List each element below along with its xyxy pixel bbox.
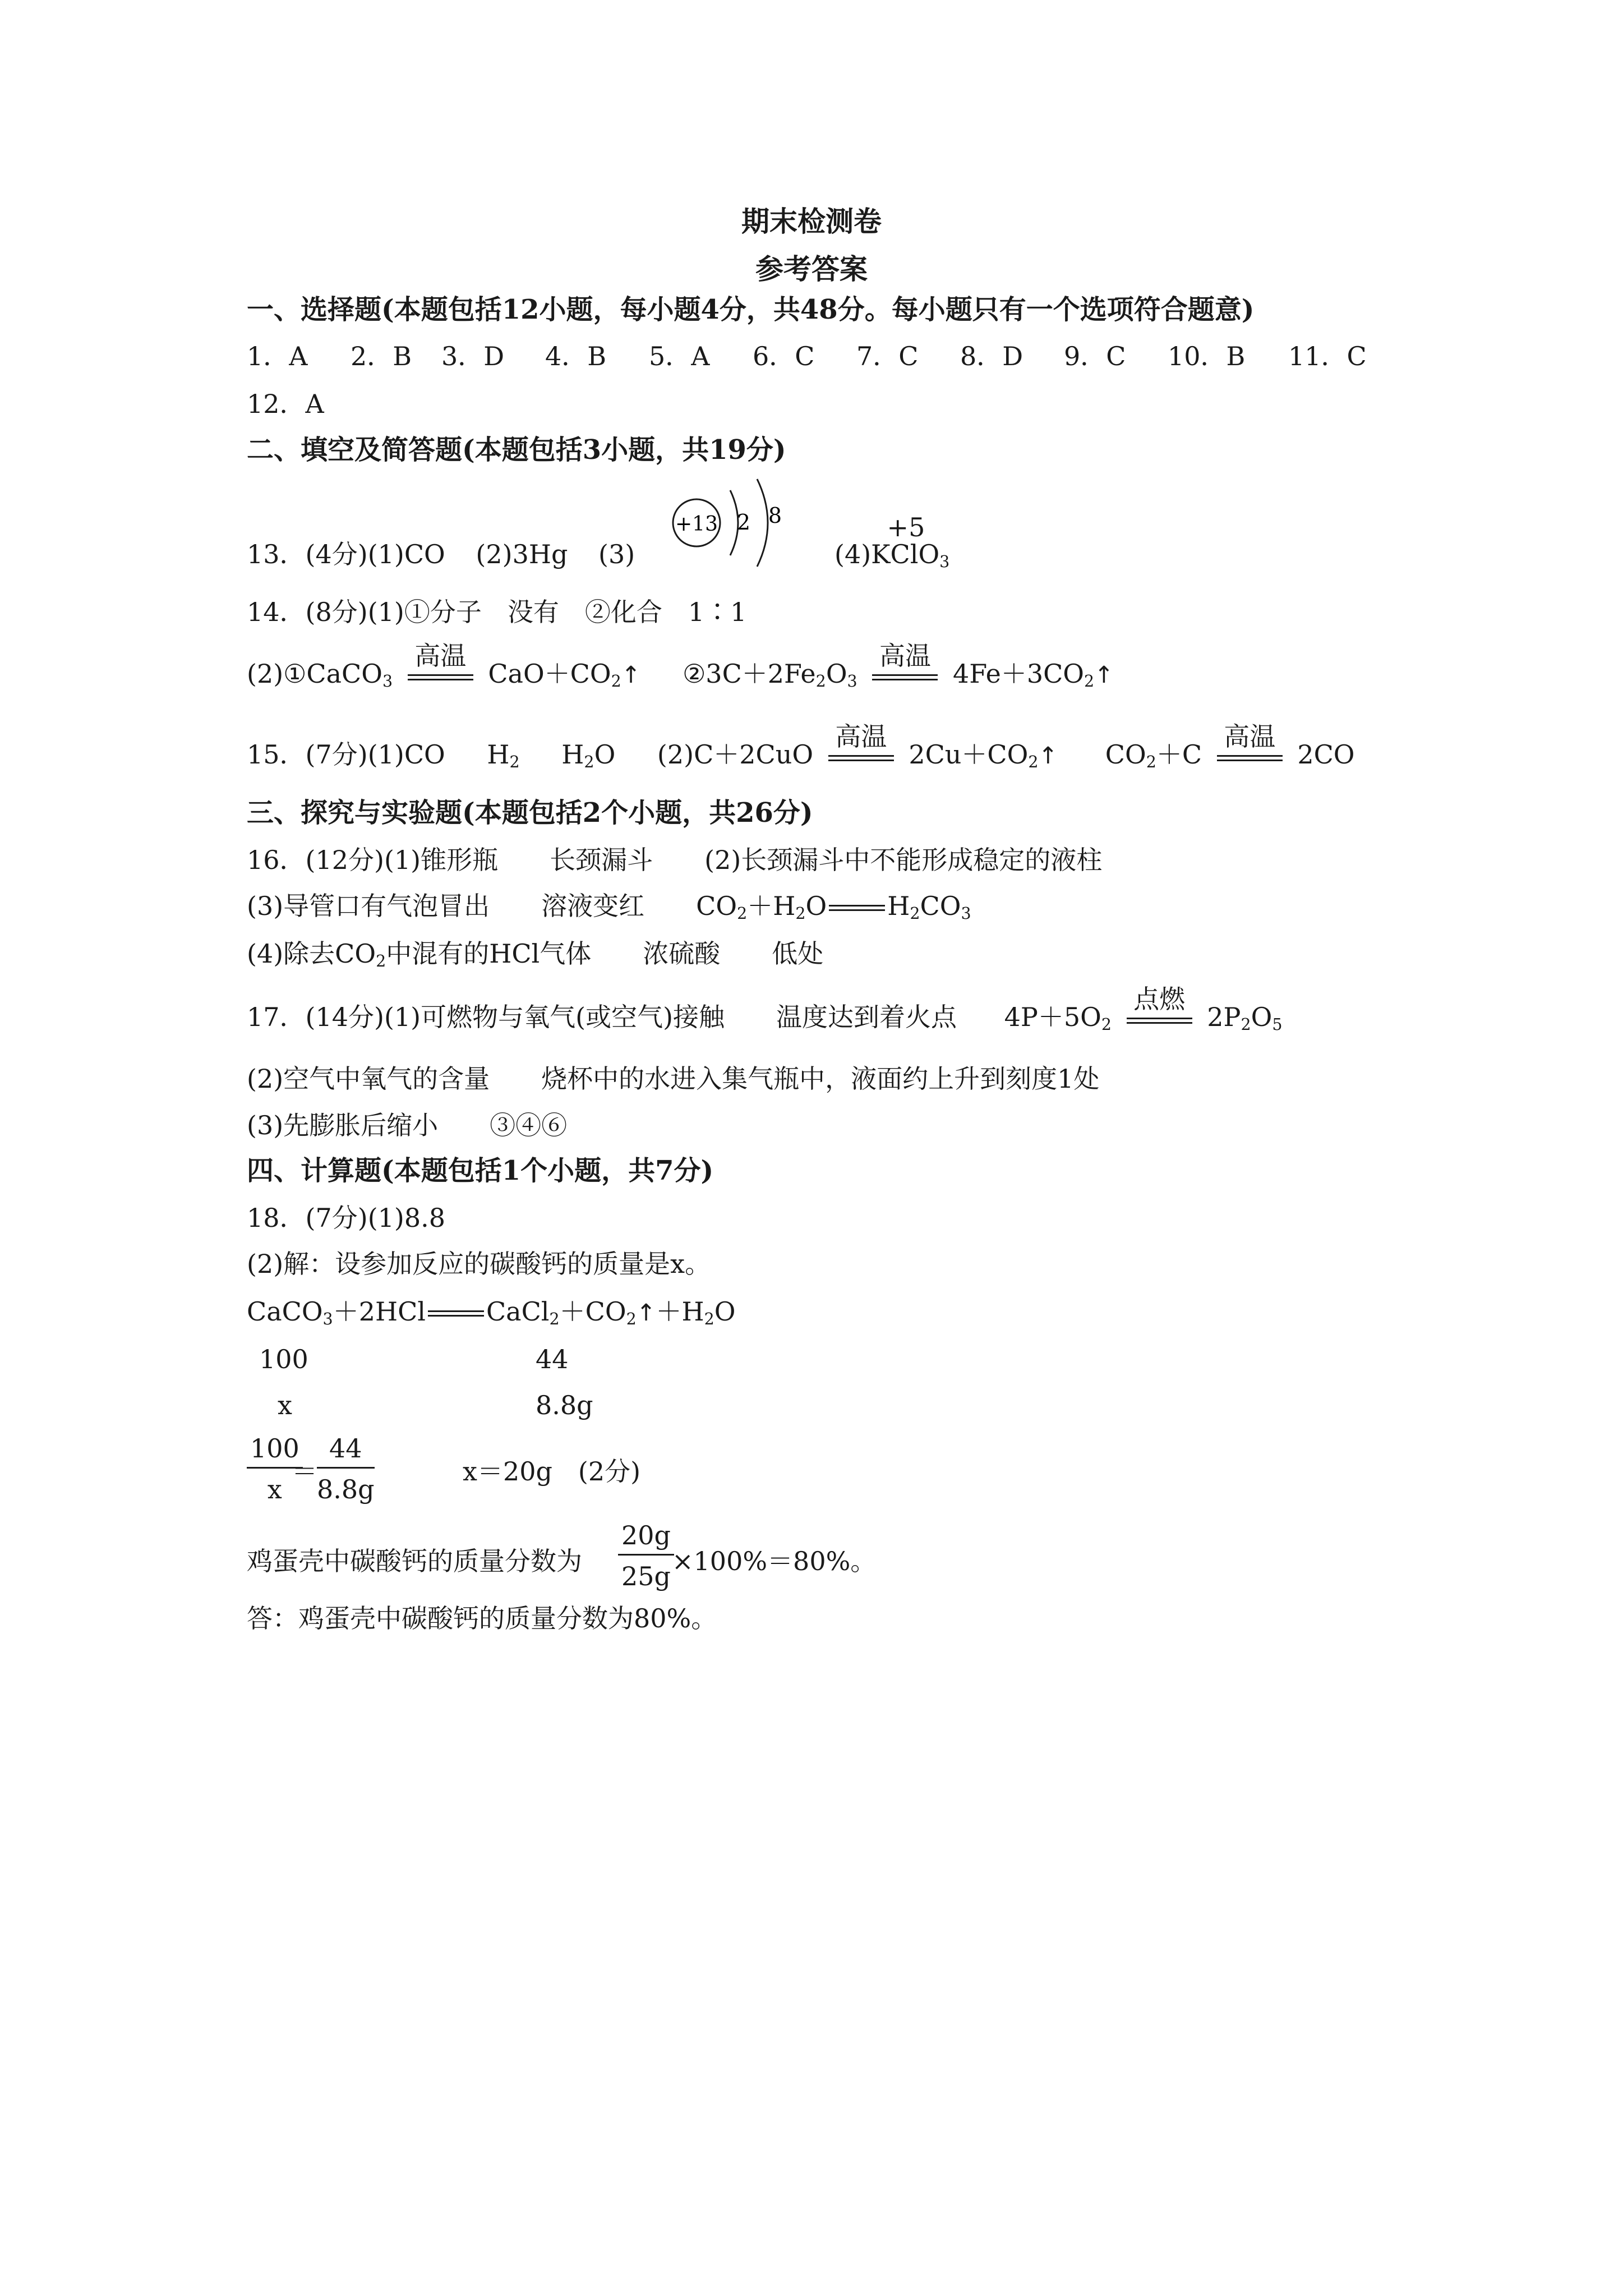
nucleus-charge: +13 <box>675 513 718 536</box>
equals-sign <box>428 1305 484 1322</box>
q16-line-1: 16．(12分)(1)锥形瓶 长颈漏斗 (2)长颈漏斗中不能形成稳定的液柱 <box>247 845 1103 875</box>
mc-answer-2: 2．B <box>351 341 412 371</box>
mc-answer-10: 10．B <box>1168 341 1246 371</box>
final-answer: 答：鸡蛋壳中碳酸钙的质量分数为80%。 <box>247 1603 717 1634</box>
mc-answer-6: 6．C <box>753 341 815 371</box>
reaction-condition-2: 高温 <box>870 663 940 689</box>
reaction-condition-3: 高温 <box>826 744 896 770</box>
reaction-condition-1: 高温 <box>405 663 476 689</box>
q18-line-1: 18．(7分)(1)8.8 <box>247 1203 446 1233</box>
chlorine-with-valence: Cl +5 <box>887 512 925 569</box>
q15-line: 15．(7分)(1)CO $H_2$ $H_2O$ (2)C＋2CuO 高温 $2Cu+CO_2↑$ $CO_2+C$ 高温 2CO <box>247 721 1355 772</box>
q13-line <box>247 541 635 567</box>
shell-1-electrons: 2 <box>736 510 751 535</box>
section-2-heading: 二、填空及简答题(本题包括3小题，共19分) <box>247 434 786 466</box>
mc-answer-5: 5．A <box>649 341 710 371</box>
q18-equation: CaCO$_3$＋2HCl $CaCl_2+CO_2↑+H_2O$ <box>247 1296 736 1329</box>
electron-shell-2 <box>757 479 768 567</box>
result-x: x＝20g (2分) <box>463 1456 641 1487</box>
mc-answer-7: 7．C <box>856 341 919 371</box>
section-3-heading: 三、探究与实验题(本题包括2个小题，共26分) <box>247 797 813 829</box>
page-title: 期末检测卷 <box>741 205 882 238</box>
q13-part1: (1)CO <box>367 539 445 569</box>
mc-answer-11: 11．C <box>1288 341 1367 371</box>
q16-line-2: (3)导管口有气泡冒出 溶液变红 $CO_2+H_2O$ $H_2CO_3$ <box>247 891 971 923</box>
q13-part2: (2)3Hg <box>476 539 568 569</box>
q14-line-2: (2)①CaCO$_3$ 高温 $CaO+CO_2↑$ $②3C+2Fe_2O_3$ 高温 $4Fe+3CO_2↑$ <box>247 641 1114 691</box>
q17-line-2: (2)空气中氧气的含量 烧杯中的水进入集气瓶中，液面约上升到刻度1处 <box>247 1064 1100 1094</box>
given-mass: 8.8g <box>536 1390 593 1420</box>
q18-line-2: (2)解：设参加反应的碳酸钙的质量是x。 <box>247 1249 711 1279</box>
q17-line-1: 17．(14分)(1)可燃物与氧气(或空气)接触 温度达到着火点 $4P+5O_2$ 点燃 $2P_2O_5$ <box>247 984 1283 1034</box>
fraction-44-over-8-8g: $\frac{44}{8.8g}$ <box>317 1433 375 1504</box>
mass-fraction-line: 鸡蛋壳中碳酸钙的质量分数为 <box>247 1546 582 1576</box>
section-1-heading: 一、选择题(本题包括12小题，每小题4分，共48分。每小题只有一个选项符合题意) <box>247 294 1255 325</box>
q14-line-1: 14．(8分)(1)①分子 没有 ②化合 1∶1 <box>247 597 747 627</box>
reaction-condition-4: 高温 <box>1215 744 1285 770</box>
mc-answer-12: 12．A <box>247 389 324 419</box>
valence-label: +5 <box>887 512 925 542</box>
section-4-heading: 四、计算题(本题包括1个小题，共7分) <box>247 1155 714 1186</box>
page-subtitle: 参考答案 <box>755 252 868 286</box>
q13-number: 13．(4分) <box>247 539 368 569</box>
reaction-condition-5: 点燃 <box>1124 1006 1195 1032</box>
molar-mass-2: 44 <box>536 1344 569 1374</box>
mc-answer-8: 8．D <box>960 341 1023 371</box>
q17-line-3: (3)先膨胀后缩小 ③④⑥ <box>247 1110 568 1140</box>
unknown-x: x <box>278 1390 292 1420</box>
q16-line-3: (4)除去$CO_2$中混有的HCl气体 浓硫酸 低处 <box>247 938 824 971</box>
fraction-100-over-x: $\frac{100}{x}$ <box>247 1433 303 1504</box>
q13-part4: (4)KCl +5 $O_3$ <box>834 512 950 572</box>
shell-2-electrons: 8 <box>768 503 782 528</box>
mc-answer-9: 9．C <box>1064 341 1126 371</box>
ratio-equals: ＝ <box>292 1456 317 1487</box>
fraction-20g-over-25g: $\frac{20g}{25g}$ <box>618 1520 674 1591</box>
q13-part3: (3) <box>598 539 635 569</box>
mc-answer-1: 1．A <box>247 341 308 371</box>
mc-answer-4: 4．B <box>545 341 607 371</box>
atom-structure-diagram <box>667 478 802 573</box>
mass-fraction-result: ×100%＝80%。 <box>672 1546 877 1576</box>
mc-answer-3: 3．D <box>441 341 505 371</box>
equals-sign <box>829 900 885 917</box>
molar-mass-1: 100 <box>259 1344 308 1374</box>
